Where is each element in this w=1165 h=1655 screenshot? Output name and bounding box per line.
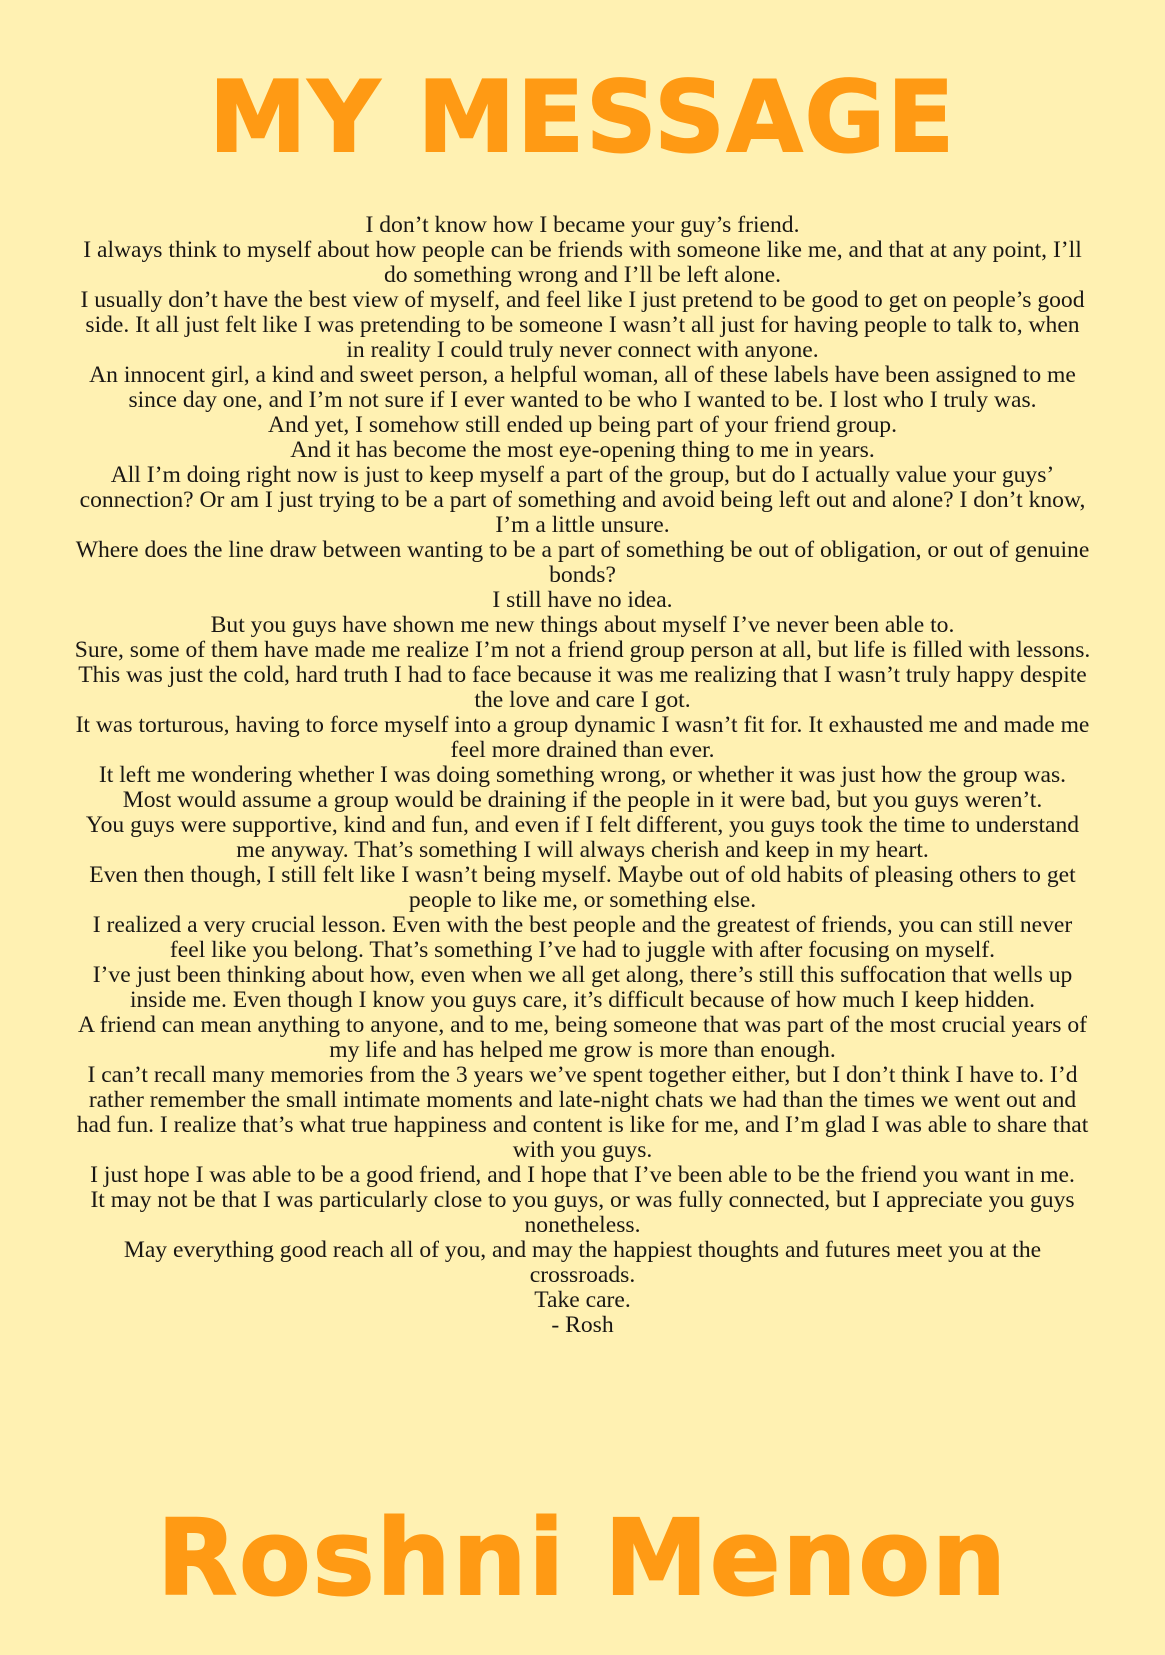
author-name: Roshni Menon [157, 1497, 1008, 1619]
paragraph: I don’t know how I became your guy’s friend. [365, 212, 800, 238]
closing-line: Take care. [534, 1287, 631, 1313]
paragraph: I can’t recall many memories from the 3 years we’ve spent together either, but I don’t think I have to. I’d rather remember the small intimate moments and late-night chats we had than the times we went out and had fun. I realize that’s what true happiness and content is like for me, and I’m glad I was able to share that with you guys. [76, 1062, 1089, 1163]
paragraph: I usually don’t have the best view of myself, and feel like I just pretend to be good to get on people’s good side. It all just felt like I was pretending to be someone I wasn’t all just for having people to talk to, when in reality I could truly never connect with anyone. [80, 287, 1085, 363]
paragraph: And it has become the most eye-opening thing to me in years. [290, 437, 875, 463]
paragraph: I realized a very crucial lesson. Even with the best people and the greatest of friends, you can still never feel like you belong. That’s something I’ve had to juggle with after focusing on myself. [92, 912, 1073, 963]
paragraph: It was torturous, having to force myself into a group dynamic I wasn’t fit for. It exhausted me and made me feel more drained than ever. [75, 712, 1090, 763]
paragraph: Where does the line draw between wanting to be a part of something be out of obligation, or out of genuine bonds? [75, 537, 1090, 588]
paragraph: It may not be that I was particularly close to you guys, or was fully connected, but I appreciate you guys nonetheless. [90, 1187, 1075, 1238]
paragraph: I still have no idea. [492, 587, 673, 613]
signature-line: - Rosh [551, 1312, 614, 1338]
paragraph: And yet, I somehow still ended up being part of your friend group. [267, 412, 898, 438]
paragraph: I always think to myself about how people can be friends with someone like me, and that at any point, I’ll do something wrong and I’ll be left alone. [83, 237, 1082, 288]
paragraph: Sure, some of them have made me realize I’m not a friend group person at all, but life is filled with lessons. This was just the cold, hard truth I had to face because it was me realizing that I wasn’t truly happy despite the love and care I got. [74, 637, 1091, 713]
paragraph: I just hope I was able to be a good friend, and I hope that I’ve been able to be the friend you want in me. [90, 1162, 1075, 1188]
paragraph: It left me wondering whether I was doing something wrong, or whether it was just how the group was. Most would assume a group would be draining if the people in it were bad, but you guys weren’t. [98, 762, 1067, 813]
paragraph: A friend can mean anything to anyone, and to me, being someone that was part of the most crucial years of my life and has helped me grow is more than enough. [78, 1012, 1087, 1063]
paragraph: An innocent girl, a kind and sweet person, a helpful woman, all of these labels have been assigned to me since day one, and I’m not sure if I ever wanted to be who I wanted to be. I lost who I truly was. [89, 362, 1076, 413]
paragraph: All I’m doing right now is just to keep myself a part of the group, but do I actually value your guys’ connection? Or am I just trying to be a part of something and avoid being left out and alone? I don’t know, I’m a little unsure. [79, 462, 1086, 538]
paragraph: I’ve just been thinking about how, even when we all get along, there’s still this suffocation that wells up inside me. Even though I know you guys care, it’s difficult because of how much I keep hidden. [92, 962, 1073, 1013]
paragraph: Even then though, I still felt like I wasn’t being myself. Maybe out of old habits of pleasing others to get people to like me, or something else. [89, 862, 1076, 913]
paragraph: May everything good reach all of you, and may the happiest thoughts and futures meet you at the crossroads. [123, 1237, 1042, 1288]
page-title: MY MESSAGE [208, 61, 957, 175]
paragraph: But you guys have shown me new things about myself I’ve never been able to. [210, 612, 955, 638]
paragraph: You guys were supportive, kind and fun, and even if I felt different, you guys took the time to understand me anyway. That’s something I will always cherish and keep in my heart. [85, 812, 1080, 863]
message-body [74, 213, 1091, 1338]
